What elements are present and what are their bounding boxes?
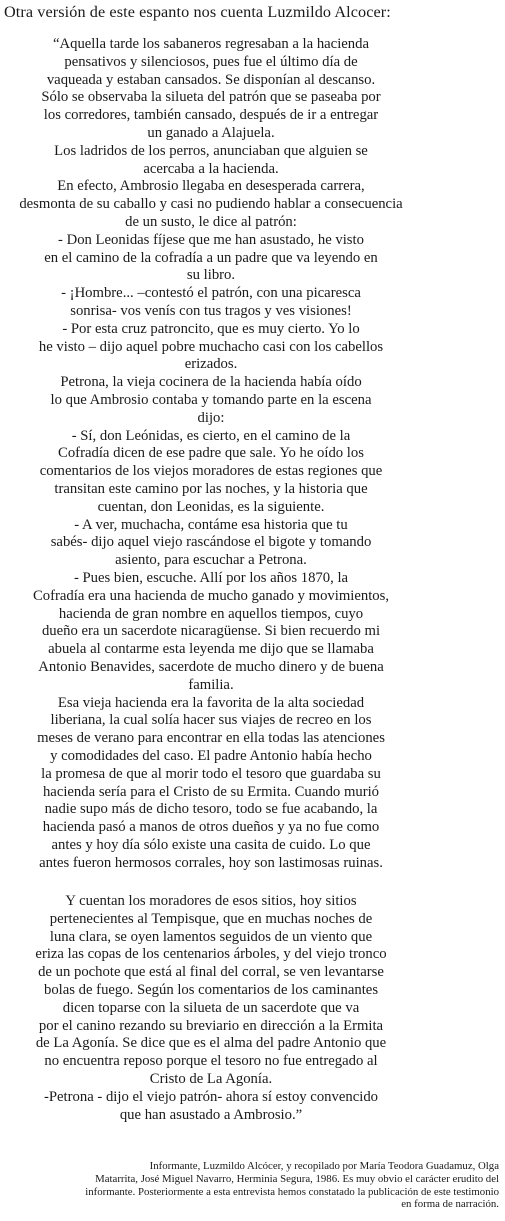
narrative-line: de La Agonía. Se dice que es el alma del padre Antonio que xyxy=(35,1035,387,1052)
narrative-line: pertenecientes al Tempisque, que en muchas noches de xyxy=(49,910,373,927)
narrative-line: - ¡Hombre... –contestó el patrón, con una picaresca xyxy=(61,285,361,302)
narrative-line: de un susto, le dice al patrón: xyxy=(125,214,297,230)
narrative-line: Sólo se observaba la silueta del patrón que se paseaba por xyxy=(41,89,381,106)
narrative-line: nadie supo más de dicho tesoro, todo se fue acabando, la xyxy=(44,801,378,818)
narrative-line: asiento, para escuchar a Petrona. xyxy=(115,552,307,569)
narrative-line: antes fueron hermosos corrales, hoy son lastimosas ruinas. xyxy=(39,854,383,871)
narrative-line: cuentan, don Leonidas, es la siguiente. xyxy=(97,498,325,515)
narrative-line: familia. xyxy=(188,676,234,693)
narrative-line: he visto – dijo aquel pobre muchacho casi con los cabellos xyxy=(38,338,384,355)
narrative-line: su libro. xyxy=(186,267,236,284)
narrative-line: acercaba a la hacienda. xyxy=(143,160,279,177)
narrative-line: sabés- dijo aquel viejo rascándose el bigote y tomando xyxy=(50,534,372,551)
narrative-line: los corredores, también cansado, después de ir a entregar xyxy=(43,107,379,124)
narrative-line: que han asustado a Ambrosio.” xyxy=(119,1106,303,1123)
narrative-line: luna clara, se oyen lamentos seguidos de un viento que xyxy=(49,928,373,945)
narrative-line: - Por esta cruz patroncito, que es muy cierto. Yo lo xyxy=(62,320,360,337)
narrative-line: hacienda sería para el Cristo de su Ermita. Cuando murió xyxy=(42,783,380,800)
narrative-line: bolas de fuego. Según los comentarios de los caminantes xyxy=(43,982,379,998)
narrative-line: en el camino de la cofradía a un padre que va leyendo en xyxy=(44,249,378,266)
narrative-line: Cofradía era una hacienda de mucho ganado y movimientos, xyxy=(32,587,390,604)
narrative-line: abuela al contarme esta leyenda me dijo que se llamaba xyxy=(48,641,374,658)
narrative-line: meses de verano para encontrar en ella todas las atenciones xyxy=(37,730,385,747)
narrative-line: eriza las copas de los centenarios árboles, y del viejo tronco xyxy=(35,946,387,963)
section-heading: Otra versión de este espanto nos cuenta Luzmildo Alcocer: xyxy=(4,3,391,21)
narrative-line: - A ver, muchacha, contáme esa historia que tu xyxy=(74,516,348,533)
narrative-line: hacienda pasó a manos de otros dueños y ya no fue como xyxy=(42,819,380,836)
narrative-line: Cofradía dicen de ese padre que sale. Yo he oído los xyxy=(58,445,364,462)
narrative-line: Y cuentan los moradores de esos sitios, hoy sitios xyxy=(65,893,357,909)
narrative-line: dueño era un sacerdote nicaragüense. Si bien recuerdo mi xyxy=(41,623,381,640)
footnote-line: Matarrita, José Miguel Navarro, Herminia Segura, 1986. Es muy obvio el carácter erudito del xyxy=(95,1172,499,1185)
narrative-line: lo que Ambrosio contaba y tomando parte en la escena xyxy=(50,392,372,408)
narrative-line: transitan este camino por las noches, y la historia que xyxy=(54,481,368,497)
footnote-line: informante. Posteriormente a esta entrevista hemos constatado la publicación de este testimonio xyxy=(85,1185,499,1198)
narrative-line: liberiana, la cual solía hacer sus viajes de recreo en los xyxy=(50,712,372,729)
narrative-line: Esa vieja hacienda era la favorita de la alta sociedad xyxy=(57,694,365,711)
narrative-line: Cristo de La Agonía. xyxy=(149,1071,273,1087)
narrative-line: erizados. xyxy=(184,356,238,373)
narrative-line: de un pochote que está al final del corral, se ven levantarse xyxy=(38,964,384,981)
narrative-line: - Don Leonidas fíjese que me han asustado, he visto xyxy=(58,231,364,248)
narrative-line: Antonio Benavides, sacerdote de mucho dinero y de buena xyxy=(38,659,384,675)
footnote-line: Informante, Luzmildo Alcócer, y recopilado por María Teodora Guadamuz, Olga xyxy=(149,1160,499,1172)
narrative-line: - Pues bien, escuche. Allí por los años 1870, la xyxy=(73,570,349,586)
narrative-line: comentarios de los viejos moradores de estas regiones que xyxy=(39,463,383,480)
narrative-line: por el canino rezando su breviario en dirección a la Ermita xyxy=(38,1017,384,1034)
narrative-line: desmonta de su caballo y casi no pudiendo hablar a consecuencia xyxy=(19,196,403,213)
narrative-line: Petrona, la vieja cocinera de la hacienda había oído xyxy=(60,374,362,391)
narrative-line: -Petrona - dijo el viejo patrón- ahora sí estoy convencido xyxy=(43,1088,379,1105)
narrative-line: vaqueada y estaban cansados. Se disponían al descanso. xyxy=(46,71,376,88)
narrative-line: En efecto, Ambrosio llegaba en desesperada carrera, xyxy=(57,178,365,195)
narrative-line: la promesa de que al morir todo el tesoro que guardaba su xyxy=(41,765,381,782)
narrative-line: dijo: xyxy=(197,409,225,426)
narrative-line: - Sí, don Leónidas, es cierto, en el camino de la xyxy=(71,427,351,444)
narrative-line: “Aquella tarde los sabaneros regresaban a la hacienda xyxy=(52,36,370,52)
narrative-line: hacienda de gran nombre en aquellos tiempos, cuyo xyxy=(58,605,364,622)
narrative-line: dicen toparse con la silueta de un sacerdote que va xyxy=(62,999,360,1016)
footnote-line: en forma de narración. xyxy=(401,1198,499,1211)
narrative-line: pensativos y silenciosos, pues fue el último día de xyxy=(64,53,358,70)
narrative-line: no encuentra reposo porque el tesoro no fue entregado al xyxy=(44,1053,378,1070)
narrative-line: un ganado a Alajuela. xyxy=(147,125,275,141)
narrative-line: antes y hoy día sólo existe una casita de cuido. Lo que xyxy=(51,837,371,853)
narrative-line: sonrisa- vos venís con tus tragos y ves visiones! xyxy=(70,303,352,319)
narrative-line: y comodidades del caso. El padre Antonio había hecho xyxy=(50,748,372,764)
narrative-line: Los ladridos de los perros, anunciaban que alguien se xyxy=(54,142,368,159)
